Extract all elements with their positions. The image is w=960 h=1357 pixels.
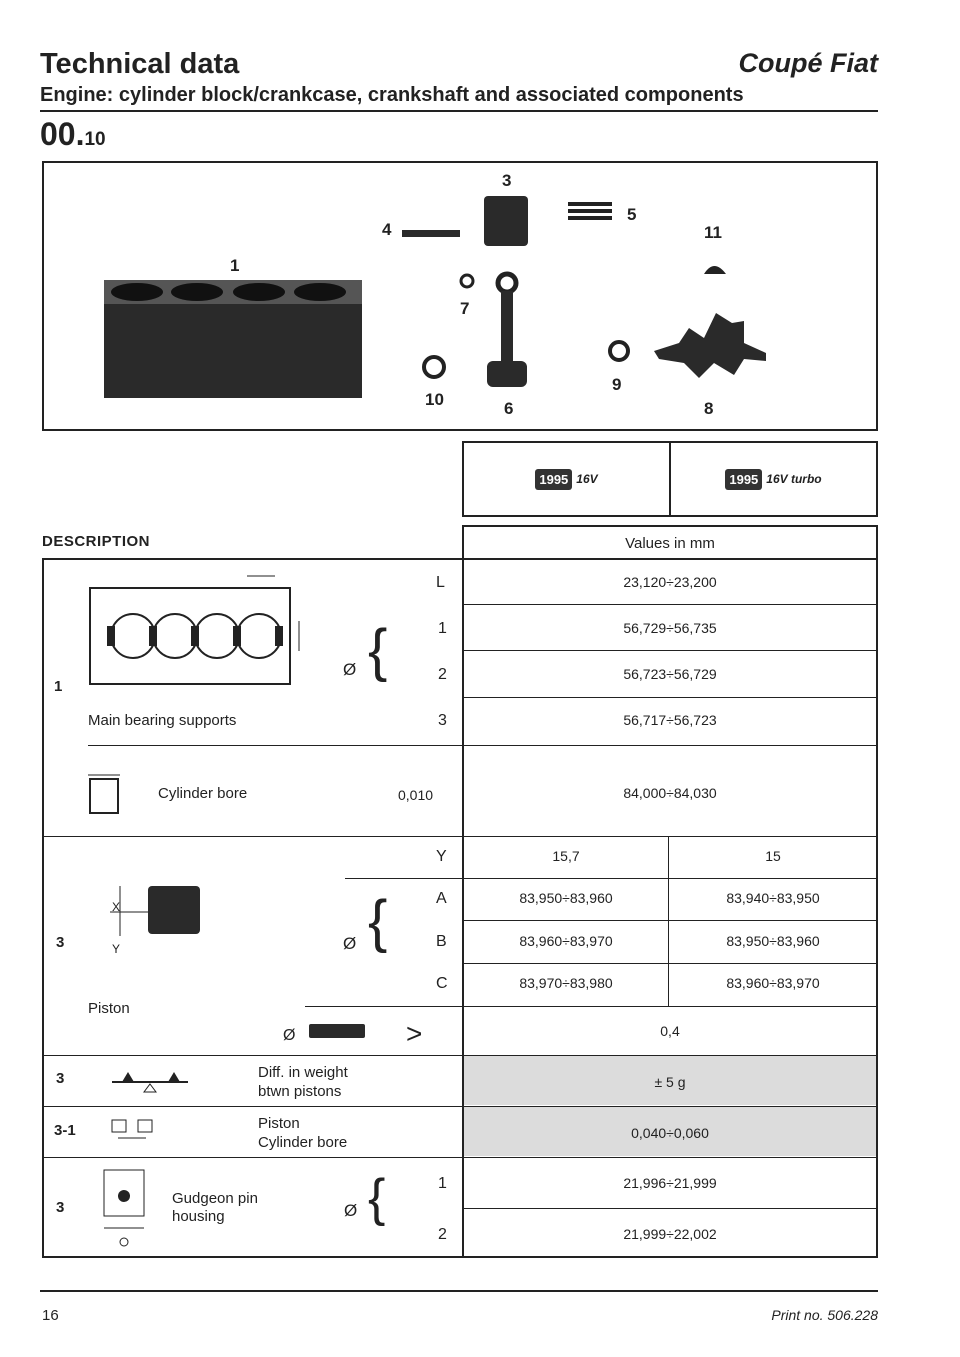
variant-16v <box>464 443 671 515</box>
exploded-diagram <box>42 161 878 431</box>
gudgeon-value-1: 21,996÷21,999 <box>623 1175 717 1191</box>
key-3: 3 <box>438 712 447 729</box>
part-label-conrod: 6 <box>504 399 514 418</box>
gudgeon-pin-icon <box>94 1162 154 1250</box>
weight-ref: 3 <box>56 1070 65 1087</box>
diameter-symbol: Ø <box>344 1201 358 1220</box>
oversize-symbol: Ø <box>283 1027 296 1044</box>
piston-c-turbo: 83,960÷83,970 <box>726 975 820 991</box>
key-A: A <box>436 890 447 907</box>
piston-b-turbo: 83,950÷83,960 <box>726 933 820 949</box>
main-bearing-label: Main bearing supports <box>88 712 237 729</box>
brace: { <box>368 1169 386 1227</box>
piston-fig-y: Y <box>112 942 121 956</box>
key-C: C <box>436 975 448 992</box>
key-Y: Y <box>436 848 447 865</box>
part-label-shell: 11 <box>704 223 722 242</box>
key-gudgeon-1: 1 <box>438 1175 447 1192</box>
clearance-value: 0,040÷0,060 <box>631 1125 709 1141</box>
engine-badge-icon: 1995 <box>725 469 762 490</box>
clearance-label-1: Piston <box>258 1115 300 1132</box>
clearance-ref: 3-1 <box>54 1122 76 1139</box>
part-label-piston: 3 <box>502 171 512 190</box>
part-label-rings: 5 <box>627 205 637 224</box>
piston-class-icon <box>309 1024 365 1038</box>
section-number: 00.10 <box>40 116 106 152</box>
key-gudgeon-2: 2 <box>438 1226 447 1243</box>
part-label-ring: 9 <box>612 375 622 394</box>
oversize-arrow: > <box>406 1018 423 1049</box>
main-bearing-ref: 1 <box>54 678 63 695</box>
piston-oversize-value: 0,4 <box>660 1023 680 1039</box>
value-2: 56,723÷56,729 <box>623 666 717 682</box>
piston-y-16v: 15,7 <box>552 848 580 864</box>
diameter-symbol: Ø <box>343 660 357 679</box>
part-label-pin: 4 <box>382 220 392 239</box>
print-number: Print no. 506.228 <box>771 1307 878 1323</box>
key-L: L <box>436 574 445 591</box>
gudgeon-ref: 3 <box>56 1199 65 1216</box>
key-B: B <box>436 933 447 950</box>
piston-y-turbo: 15 <box>765 848 781 864</box>
key-1: 1 <box>438 620 447 637</box>
cylinder-bore-label: Cylinder bore <box>158 785 248 802</box>
gudgeon-label-2: housing <box>172 1208 225 1225</box>
part-label-block: 1 <box>230 256 240 275</box>
engine-parts-illustration <box>44 163 876 429</box>
values-header: Values in mm <box>625 535 715 552</box>
page-subtitle: Engine: cylinder block/crankcase, crankshaft and associated components <box>40 84 744 106</box>
cylinder-bore-value: 84,000÷84,030 <box>623 785 717 801</box>
bore-tolerance: 0,010 <box>398 787 434 803</box>
variant-label: 16V turbo <box>766 472 822 486</box>
clearance-label-2: Cylinder bore <box>258 1134 348 1151</box>
weight-value: ± 5 g <box>654 1074 686 1090</box>
cylinder-bore-icon <box>84 757 124 817</box>
value-L: 23,120÷23,200 <box>623 574 717 590</box>
variant-16v-turbo <box>671 443 876 515</box>
gudgeon-value-2: 21,999÷22,002 <box>623 1226 717 1242</box>
brace: { <box>368 618 388 683</box>
piston-b-16v: 83,960÷83,970 <box>519 933 613 949</box>
header-rule <box>40 110 878 112</box>
gudgeon-label-1: Gudgeon pin <box>172 1190 258 1207</box>
weight-label-1: Diff. in weight <box>258 1064 348 1081</box>
key-2: 2 <box>438 666 447 683</box>
variant-label: 16V <box>576 472 598 486</box>
piston-ref: 3 <box>56 934 65 951</box>
weight-label-2: btwn pistons <box>258 1083 342 1100</box>
brace: { <box>368 889 388 954</box>
piston-a-turbo: 83,940÷83,950 <box>726 890 820 906</box>
engine-variants <box>462 441 878 517</box>
balance-icon <box>108 1068 192 1096</box>
diameter-symbol: Ø <box>343 934 357 953</box>
page-title: Technical data <box>40 48 240 80</box>
piston-label: Piston <box>88 1000 130 1017</box>
engine-badge-icon: 1995 <box>535 469 572 490</box>
part-label-crankshaft: 8 <box>704 399 714 418</box>
clearance-icon <box>108 1116 160 1146</box>
main-bearing-figure <box>85 566 335 691</box>
piston-fig-x: X <box>112 900 121 914</box>
value-3: 56,717÷56,723 <box>623 712 717 728</box>
page-number: 16 <box>42 1307 59 1324</box>
brand-name: Coupé Fiat <box>738 48 878 78</box>
description-heading: DESCRIPTION <box>42 533 151 550</box>
piston-a-16v: 83,950÷83,960 <box>519 890 613 906</box>
footer-rule <box>40 1290 878 1292</box>
value-1: 56,729÷56,735 <box>623 620 717 636</box>
piston-c-16v: 83,970÷83,980 <box>519 975 613 991</box>
part-label-circlip: 7 <box>460 299 470 318</box>
part-label-washer: 10 <box>425 390 444 409</box>
